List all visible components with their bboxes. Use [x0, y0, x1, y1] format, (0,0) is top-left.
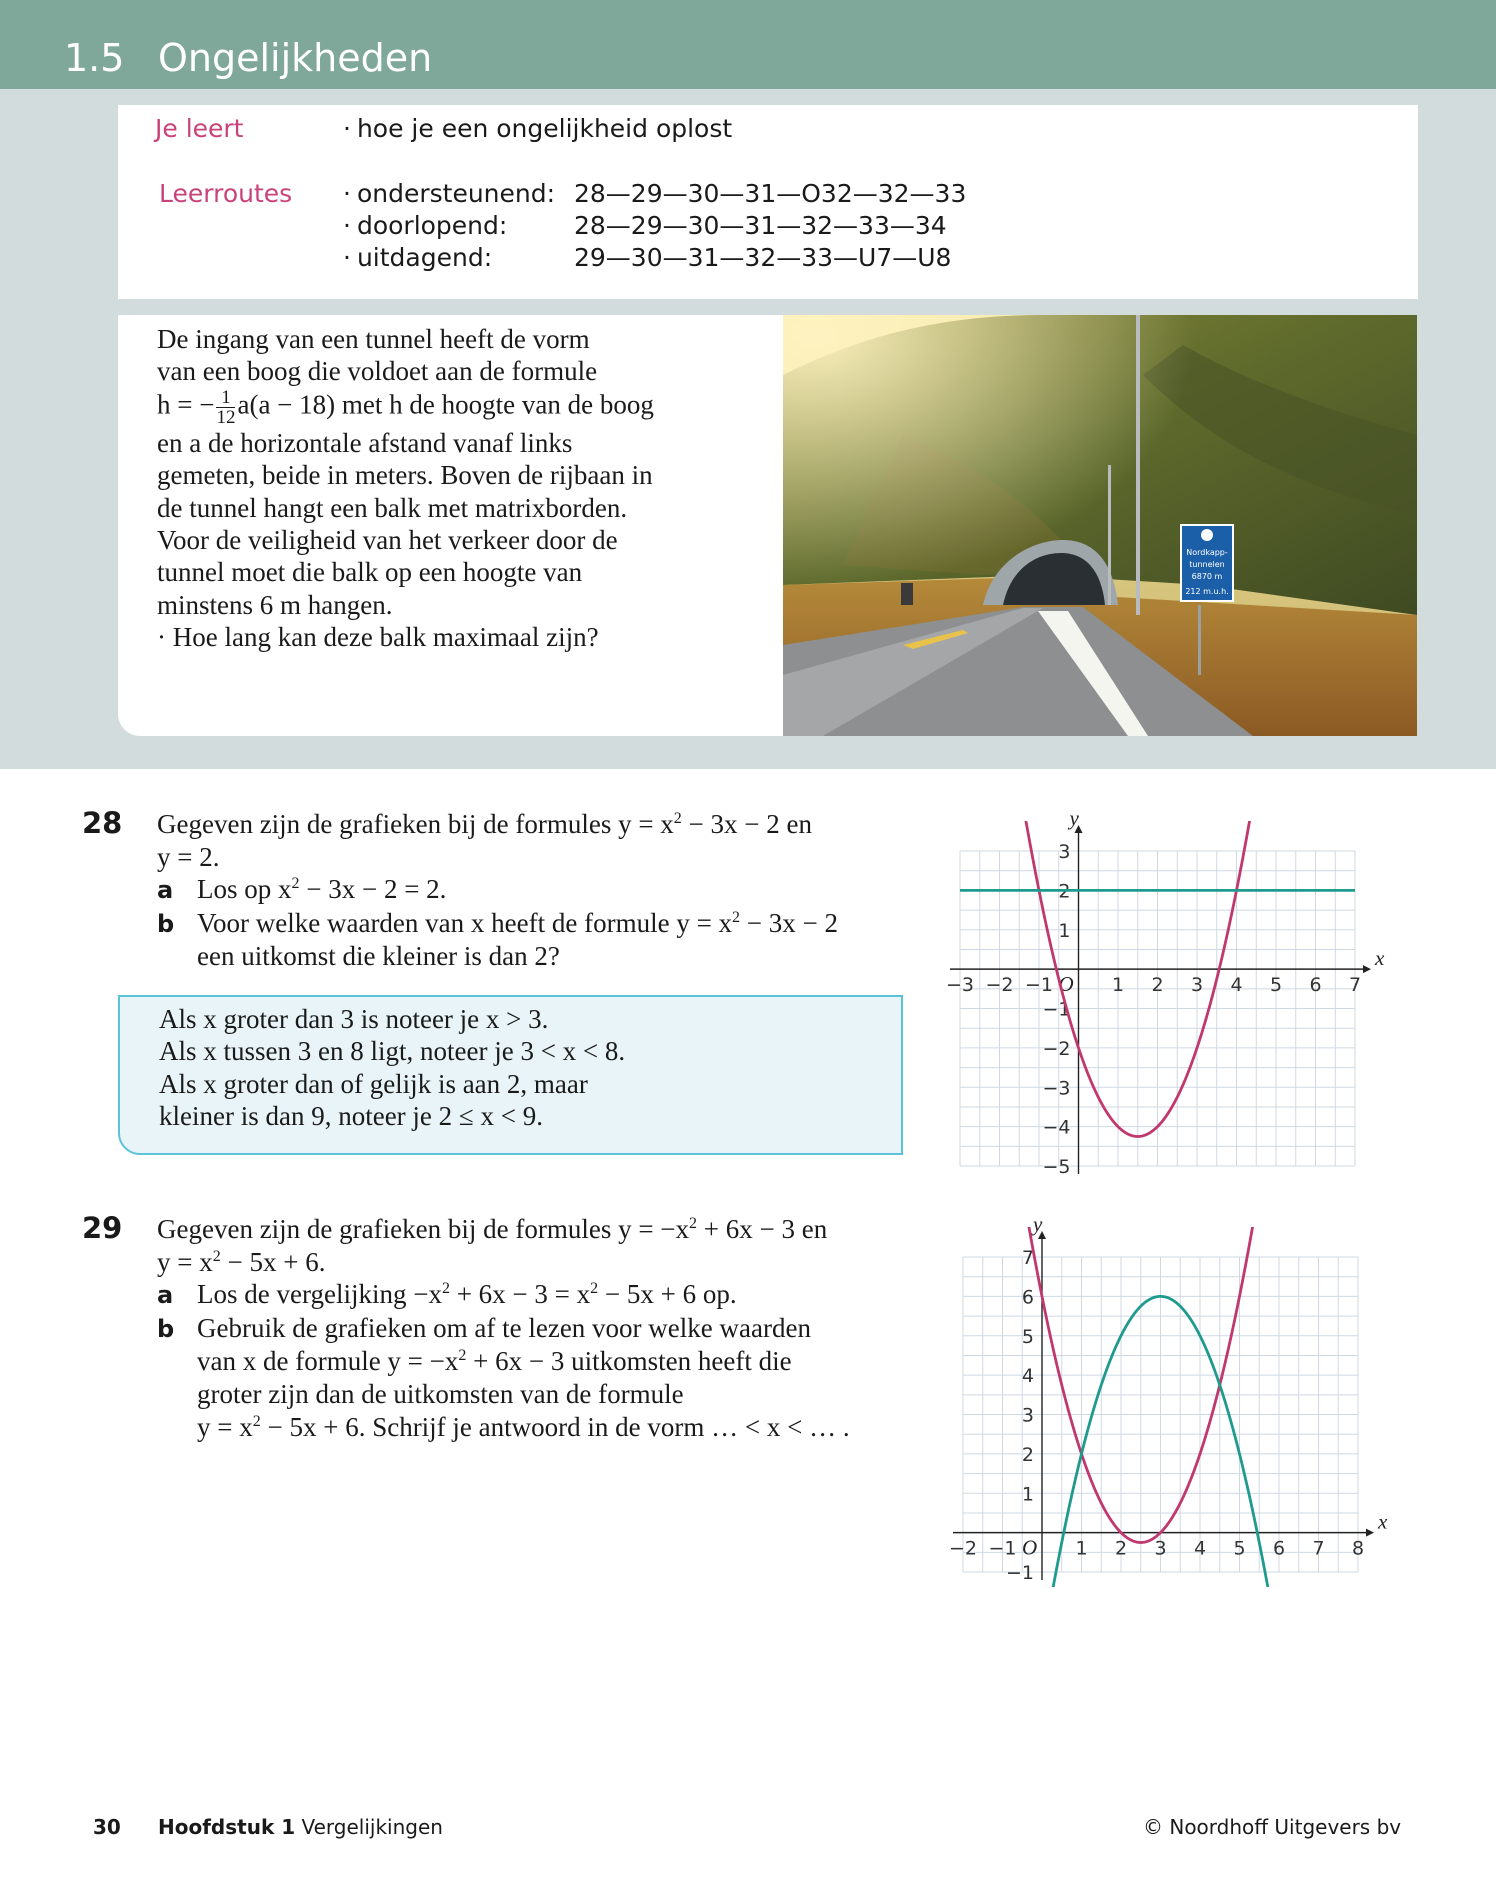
theory-text [159, 1003, 625, 1133]
x-tick-label: 5 [1269, 974, 1283, 997]
y-axis-label: y [1069, 806, 1079, 830]
y-tick-label: 2 [1058, 880, 1071, 903]
leerroutes-label: Leerroutes [159, 179, 293, 208]
exercise-28-intro: Gegeven zijn de grafieken bij de formules $y = x^2 - 3x - 2$ en [157, 809, 812, 839]
story-line: en a de horizontale afstand vanaf links [157, 427, 573, 458]
page-number: 30 [93, 1815, 121, 1839]
origin-label: O [1058, 972, 1074, 997]
copyright: © Noordhoff Uitgevers bv [1143, 1815, 1402, 1839]
exercise-29-intro-2: $y = x^2 - 5x + 6$. [157, 1246, 326, 1277]
x-axis-label: x [1375, 946, 1385, 971]
route-name-2: · doorlopend: [343, 211, 508, 240]
y-tick-label: 1 [1021, 1483, 1034, 1506]
story-text [157, 323, 654, 654]
x-tick-label: 1 [1111, 974, 1125, 997]
x-tick-label: 1 [1075, 1537, 1088, 1560]
exercise-29a: a Los de vergelijking $-x^2 + 6x - 3 = x^2 - 5x + 6$ op. [157, 1279, 737, 1310]
x-axis-arrow [1366, 1529, 1374, 1537]
route-sequence-1: 28—29—30—31—O32—32—33 [574, 179, 967, 208]
story-line: gemeten, beide in meters. Boven de rijbaan in [157, 460, 653, 491]
story-question: · Hoe lang kan deze balk maximaal zijn? [157, 622, 599, 653]
route-name-3: · uitdagend: [343, 243, 493, 272]
story-formula-line: h = − $\frac{1}{12}$ a(a − 18) met h de hoogte van de boog [157, 386, 654, 428]
exercise-28a: a Los op $x^2 - 3x - 2 = 2$. [157, 874, 447, 905]
origin-label: O [1022, 1535, 1038, 1560]
tunnel-photo [783, 315, 1417, 736]
x-tick-label: 6 [1309, 974, 1322, 997]
y-tick-label: 3 [1021, 1404, 1034, 1427]
y-tick-label: 4 [1021, 1365, 1034, 1388]
x-tick-label: 2 [1114, 1537, 1128, 1560]
x-tick-label: 2 [1151, 974, 1164, 997]
exercise-number-29: 29 [82, 1211, 123, 1245]
y-tick-label: 6 [1021, 1286, 1034, 1309]
exercise-29-text [157, 1213, 850, 1443]
y-tick-label: −1 [1005, 1562, 1034, 1584]
chapter-footer: Hoofdstuk 1 Vergelijkingen [158, 1815, 443, 1839]
y-tick-label: 3 [1058, 841, 1071, 863]
exercise-28-intro-2: y = 2. [157, 841, 220, 872]
y-axis-label: y [1033, 1212, 1043, 1236]
exercise-29-intro: Gegeven zijn de grafieken bij de formules $y = -x^2 + 6x - 3$ en [157, 1214, 828, 1244]
x-tick-label: 5 [1233, 1537, 1246, 1560]
y-tick-label: −5 [1042, 1156, 1071, 1178]
route-sequence-3: 29—30—31—32—33—U7—U8 [574, 243, 952, 272]
x-tick-label: 8 [1351, 1537, 1365, 1560]
theory-line: kleiner is dan 9, noteer je 2 ≤ x < 9. [159, 1101, 543, 1132]
x-tick-label: −1 [988, 1537, 1017, 1560]
exercise-29b: b Gebruik de grafieken om af te lezen voor welke waarden [157, 1312, 811, 1343]
story-line: tunnel moet die balk op een hoogte van [157, 557, 583, 588]
exercise-29b-2: van x de formule $y = -x^2 + 6x - 3$ uitkomsten heeft die [197, 1346, 792, 1377]
y-tick-label: 7 [1021, 1247, 1034, 1269]
sign-text-2: tunnelen [1189, 560, 1225, 569]
story-line: minstens 6 m hangen. [157, 589, 393, 620]
y-tick-label: 5 [1021, 1325, 1034, 1348]
page-title: Ongelijkheden [158, 36, 433, 80]
x-axis-arrow [1363, 965, 1371, 973]
x-tick-label: 6 [1272, 1537, 1286, 1560]
sign-text-1: Nordkapp- [1186, 548, 1228, 557]
theory-line: Als x groter dan 3 is noteer je x > 3. [159, 1004, 549, 1034]
exercise-28b-2: een uitkomst die kleiner is dan 2? [197, 941, 560, 972]
y-tick-label: −4 [1042, 1116, 1071, 1139]
je-leert-item: · hoe je een ongelijkheid oplost [343, 114, 733, 143]
x-tick-label: 7 [1348, 974, 1362, 997]
x-tick-label: 3 [1190, 974, 1204, 997]
graph-exercise-29 [945, 1212, 1388, 1584]
y-tick-label: −1 [1042, 998, 1071, 1021]
x-tick-label: 4 [1230, 974, 1243, 997]
exercise-28b: b Voor welke waarden van x heeft de formule $y = x^2 - 3x - 2$ [157, 907, 839, 938]
theory-line: Als x tussen 3 en 8 ligt, noteer je 3 < x < 8. [159, 1036, 626, 1067]
x-tick-label: −2 [985, 974, 1014, 997]
je-leert-label: Je leert [155, 114, 244, 143]
y-tick-label: −3 [1042, 1077, 1071, 1100]
exercise-28-text [157, 808, 838, 973]
sign-text-4: 212 m.u.h. [1185, 587, 1229, 596]
x-tick-label: −3 [945, 974, 975, 997]
exercise-number-28: 28 [82, 806, 123, 840]
x-tick-label: −2 [948, 1537, 978, 1560]
exercise-29b-3: groter zijn dan de uitkomsten van de formule [197, 1378, 684, 1409]
sign-text-3: 6870 m [1191, 572, 1223, 581]
y-tick-label: 1 [1058, 919, 1071, 942]
x-tick-label: 7 [1312, 1537, 1325, 1560]
exercise-29b-4: $y = x^2 - 5x + 6$. Schrijf je antwoord in de vorm … < x < … . [197, 1411, 850, 1442]
route-sequence-2: 28—29—30—31—32—33—34 [574, 211, 947, 240]
y-tick-label: −2 [1042, 1037, 1071, 1060]
story-line: de tunnel hangt een balk met matrixborden. [157, 492, 628, 523]
route-name-1: · ondersteunend: [343, 179, 556, 208]
graph-exercise-28 [945, 806, 1385, 1181]
y-tick-label: 2 [1021, 1443, 1034, 1466]
section-number: 1.5 [64, 36, 125, 80]
theory-line: Als x groter dan of gelijk is aan 2, maar [159, 1068, 588, 1099]
x-axis-label: x [1378, 1509, 1388, 1534]
story-line: Voor de veiligheid van het verkeer door de [157, 525, 618, 556]
story-line: van een boog die voldoet aan de formule [157, 356, 598, 387]
x-tick-label: −1 [1024, 974, 1054, 997]
fraction: $\frac{1}{12}$ [216, 386, 236, 428]
x-tick-label: 3 [1154, 1537, 1167, 1560]
x-tick-label: 4 [1193, 1537, 1207, 1560]
story-line: De ingang van een tunnel heeft de vorm [157, 324, 590, 354]
